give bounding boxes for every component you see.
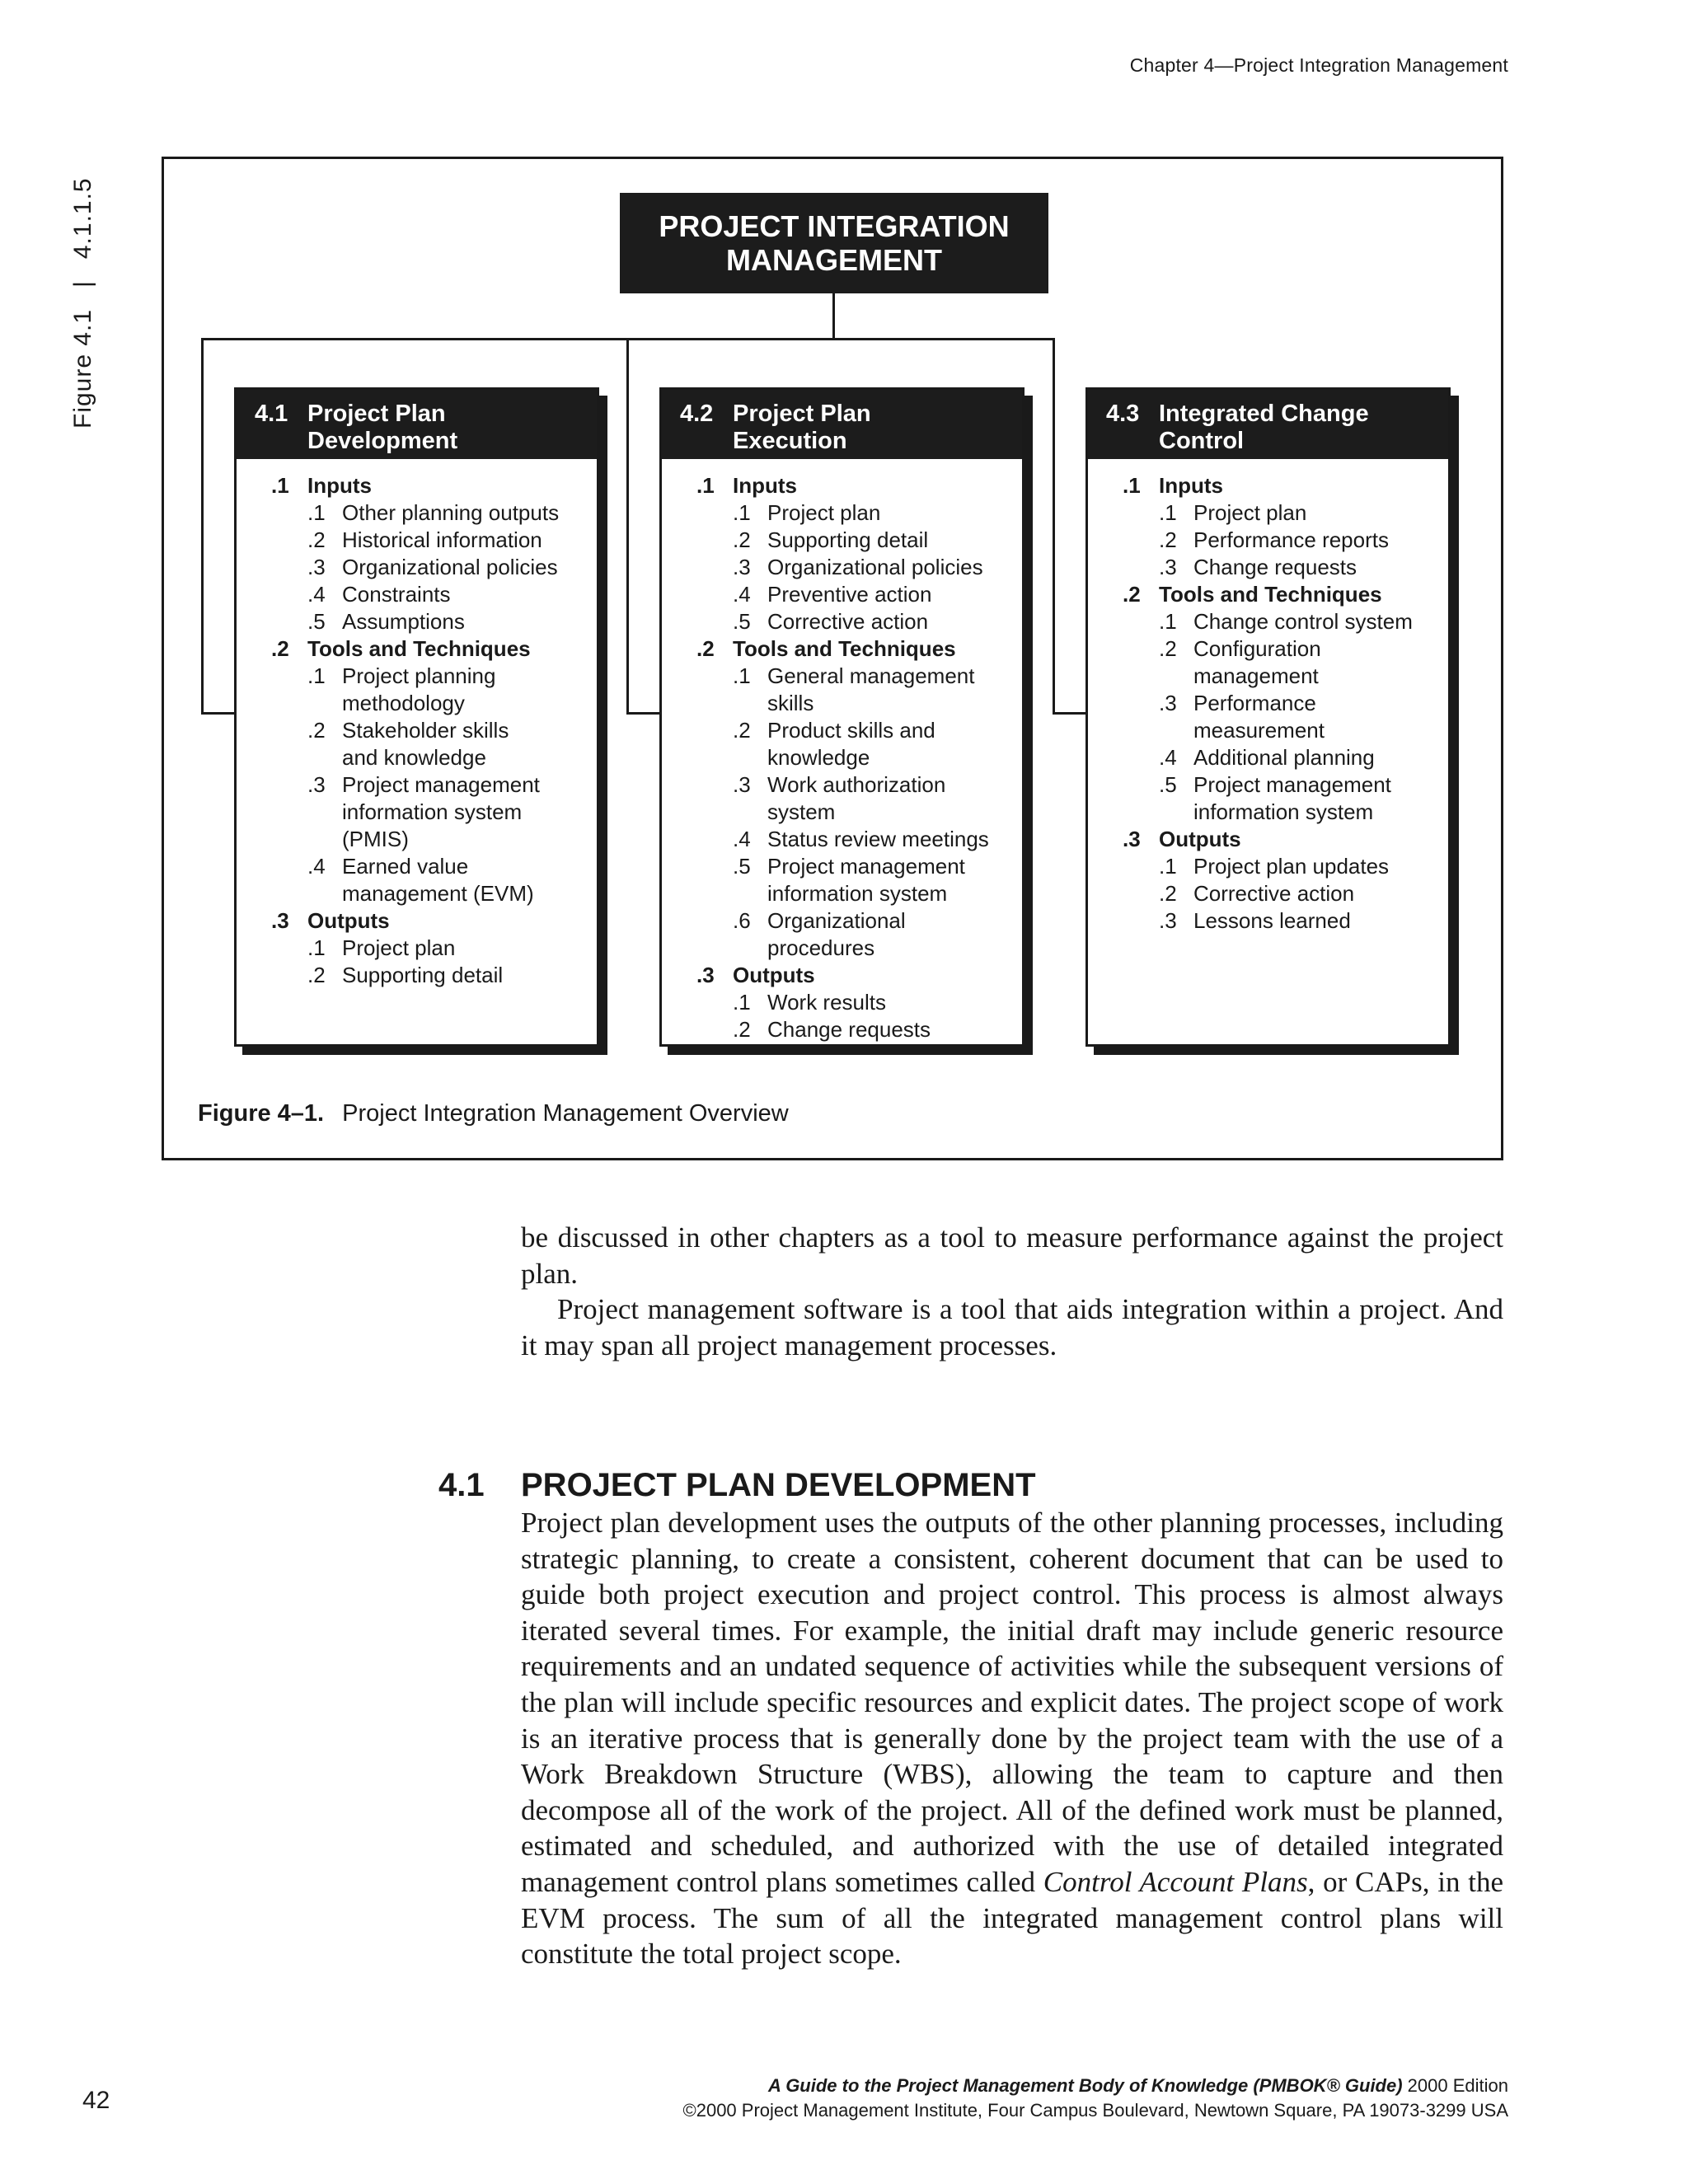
process-title-line1: Project Plan — [733, 401, 871, 427]
item-text-line: Product skills and — [767, 718, 935, 743]
process-section-heading — [237, 635, 597, 663]
connector-foot-3 — [1053, 712, 1087, 715]
process-box-4-3 — [1085, 387, 1451, 1047]
item-text-line: Organizational policies — [767, 555, 983, 579]
paragraph-3 — [521, 1505, 1503, 1972]
item-num: .4 — [1159, 745, 1177, 770]
process-box-4-2 — [659, 387, 1025, 1047]
process-section-heading — [662, 472, 1022, 499]
item-num: .4 — [733, 582, 751, 607]
process-header — [662, 390, 1022, 459]
process-list-item — [662, 554, 1022, 581]
item-text-line: information system — [1193, 799, 1374, 824]
footer-copyright: ©2000 Project Management Institute, Four Campus Boulevard, Newtown Square, PA 19073-3299 USA — [682, 2100, 1508, 2121]
item-num: .3 — [1159, 691, 1177, 715]
item-num: .5 — [733, 609, 751, 634]
item-num: .1 — [307, 935, 326, 960]
item-num: .2 — [307, 718, 326, 743]
section-num: .1 — [696, 473, 715, 498]
item-num: .6 — [733, 908, 751, 933]
item-text-line: Corrective action — [1193, 881, 1355, 906]
item-text-line: system — [767, 799, 836, 824]
item-text-line: Organizational — [767, 908, 906, 933]
process-list-item — [237, 962, 597, 989]
item-text-line: Project plan updates — [1193, 854, 1390, 879]
process-list-item — [662, 907, 1022, 962]
item-num: .5 — [733, 854, 751, 879]
item-text-line: management (EVM) — [342, 881, 534, 906]
connector-foot-2 — [626, 712, 661, 715]
section-label: Outputs — [307, 908, 390, 933]
item-text-line: Configuration — [1193, 636, 1321, 661]
process-title-line2: Control — [1159, 428, 1245, 454]
item-text-line: Project plan — [1193, 500, 1307, 525]
connector-drop-3 — [1053, 338, 1055, 714]
item-text-line: procedures — [767, 935, 875, 960]
item-num: .3 — [1159, 555, 1177, 579]
section-num: .1 — [1123, 473, 1141, 498]
process-number: 4.1 — [255, 401, 288, 427]
process-body — [1088, 459, 1448, 935]
section-heading — [438, 1467, 1036, 1504]
process-list-item — [1088, 608, 1448, 635]
item-text-line: Corrective action — [767, 609, 929, 634]
process-section-heading — [662, 635, 1022, 663]
item-text-line: Project management — [342, 772, 540, 797]
item-text-line: General management — [767, 663, 975, 688]
item-num: .1 — [733, 500, 751, 525]
item-text-line: Work authorization — [767, 772, 946, 797]
process-list-item — [662, 581, 1022, 608]
item-text-line: Project management — [767, 854, 965, 879]
item-num: .2 — [733, 1017, 751, 1042]
section-num: .3 — [1123, 827, 1141, 851]
process-header — [237, 390, 597, 459]
section-title: PROJECT PLAN DEVELOPMENT — [521, 1467, 1036, 1503]
item-num: .1 — [307, 500, 326, 525]
figure-caption-label: Figure 4–1. — [198, 1100, 325, 1127]
item-text-line: information system — [767, 881, 948, 906]
item-text-line: Change control system — [1193, 609, 1413, 634]
section-body — [521, 1505, 1503, 1972]
process-list-item — [237, 554, 597, 581]
item-text-line: Project plan — [767, 500, 881, 525]
process-list-item — [662, 499, 1022, 527]
process-list-item — [662, 771, 1022, 826]
page-number: 42 — [82, 2087, 110, 2114]
section-num: .1 — [271, 473, 289, 498]
diagram-title-line2: MANAGEMENT — [726, 243, 942, 277]
paragraph-2: Project management software is a tool that aids integration within a project. And it may span all project management processes. — [521, 1293, 1503, 1361]
section-num: .2 — [271, 636, 289, 661]
item-num: .1 — [733, 663, 751, 688]
process-section-heading — [237, 907, 597, 935]
process-list-item — [1088, 853, 1448, 880]
process-header — [1088, 390, 1448, 459]
paragraph-1: be discussed in other chapters as a tool to measure performance against the project plan. — [521, 1221, 1503, 1290]
item-num: .1 — [1159, 500, 1177, 525]
footer-edition: 2000 Edition — [1402, 2075, 1508, 2096]
item-num: .1 — [1159, 609, 1177, 634]
section-num: .2 — [1123, 582, 1141, 607]
process-title-line2: Execution — [733, 428, 847, 454]
process-section-heading — [237, 472, 597, 499]
process-body — [237, 459, 597, 989]
item-text-line: Project plan — [342, 935, 456, 960]
footer-credit — [683, 2074, 1508, 2123]
item-text-line: Stakeholder skills — [342, 718, 509, 743]
process-list-item — [237, 499, 597, 527]
side-tab-section: 4.1.1.5 — [69, 177, 96, 260]
item-num: .2 — [733, 718, 751, 743]
item-text-line: methodology — [342, 691, 465, 715]
process-list-item — [1088, 771, 1448, 826]
process-list-item — [662, 717, 1022, 771]
process-title — [307, 401, 588, 455]
diagram-title-box — [620, 193, 1048, 293]
process-list-item — [662, 826, 1022, 853]
process-list-item — [1088, 907, 1448, 935]
diagram-title-line1: PROJECT INTEGRATION — [659, 209, 1010, 243]
section-label: Tools and Techniques — [307, 636, 531, 661]
process-list-item — [237, 853, 597, 907]
item-text-line: and knowledge — [342, 745, 486, 770]
item-text-line: Work results — [767, 990, 886, 1015]
section-label: Tools and Techniques — [733, 636, 956, 661]
process-section-heading — [662, 962, 1022, 989]
section-label: Inputs — [307, 473, 372, 498]
process-list-item — [1088, 499, 1448, 527]
item-num: .2 — [733, 527, 751, 552]
item-num: .4 — [307, 854, 326, 879]
process-list-item — [662, 853, 1022, 907]
process-section-heading — [1088, 581, 1448, 608]
item-num: .1 — [733, 990, 751, 1015]
item-text-line: Supporting detail — [342, 963, 504, 987]
item-text-line: Additional planning — [1193, 745, 1375, 770]
item-num: .1 — [307, 663, 326, 688]
item-text-line: Supporting detail — [767, 527, 929, 552]
process-list-item — [1088, 527, 1448, 554]
item-text-line: Earned value — [342, 854, 469, 879]
process-list-item — [237, 717, 597, 771]
process-list-item — [1088, 690, 1448, 744]
item-num: .3 — [733, 772, 751, 797]
process-list-item — [237, 663, 597, 717]
item-text-line: Lessons learned — [1193, 908, 1351, 933]
section-label: Inputs — [733, 473, 797, 498]
item-text-line: information system — [342, 799, 523, 824]
process-list-item — [662, 608, 1022, 635]
item-text-line: management — [1193, 663, 1319, 688]
item-text-line: measurement — [1193, 718, 1325, 743]
process-title-line1: Integrated Change — [1159, 401, 1369, 427]
figure-caption — [198, 1100, 789, 1127]
section-num: .3 — [696, 963, 715, 987]
process-title-line2: Development — [307, 428, 458, 454]
connector-drop-2 — [626, 338, 629, 714]
process-list-item — [662, 1016, 1022, 1043]
item-num: .3 — [733, 555, 751, 579]
item-num: .3 — [307, 772, 326, 797]
item-num: .2 — [1159, 527, 1177, 552]
footer-guide-line — [683, 2074, 1508, 2098]
item-num: .2 — [1159, 636, 1177, 661]
paragraph-3-italic: Control Account Plans — [1043, 1865, 1308, 1898]
process-list-item — [662, 663, 1022, 717]
process-number: 4.2 — [680, 401, 714, 427]
item-text-line: Assumptions — [342, 609, 465, 634]
item-num: .4 — [733, 827, 751, 851]
process-title — [733, 401, 1013, 455]
item-num: .5 — [307, 609, 326, 634]
running-head: Chapter 4—Project Integration Management — [1129, 54, 1508, 76]
item-text-line: (PMIS) — [342, 827, 409, 851]
connector-stem — [832, 293, 835, 340]
item-num: .2 — [1159, 881, 1177, 906]
item-text-line: knowledge — [767, 745, 870, 770]
process-list-item — [237, 935, 597, 962]
item-num: .2 — [307, 963, 326, 987]
process-list-item — [237, 771, 597, 853]
process-list-item — [1088, 554, 1448, 581]
section-number: 4.1 — [438, 1467, 485, 1503]
section-label: Inputs — [1159, 473, 1223, 498]
footer-guide-title: A Guide to the Project Management Body of Knowledge (PMBOK® Guide) — [768, 2075, 1403, 2096]
process-list-item — [237, 527, 597, 554]
paragraph-3-part2: , or CAPs, in the EVM process. The sum of all the integrated management control plans will constitute the total project scope. — [521, 1865, 1503, 1971]
item-text-line: Historical information — [342, 527, 542, 552]
item-text-line: Project management — [1193, 772, 1391, 797]
process-list-item — [237, 581, 597, 608]
item-text-line: Other planning outputs — [342, 500, 560, 525]
item-num: .4 — [307, 582, 326, 607]
paragraph-3-part1: Project plan development uses the outputs of the other planning processes, including strategic planning, to create a consistent, coherent document that can be used to guide both project execution and project control. This process is almost always iterated several times. For example, the initial draft may include generic resource requirements and an undated sequence of activities while the subsequent versions of the plan will include specific resources and explicit dates. The project scope of work is an iterative process that is generally done by the project team with the use of a Work Breakdown Structure (WBS), allowing the team to capture and then decompose all of the work of the project. All of the defined work must be planned, estimated and scheduled, and authorized with the use of detailed integrated management control plans sometimes called — [521, 1507, 1503, 1898]
process-body — [662, 459, 1022, 1043]
process-number: 4.3 — [1106, 401, 1140, 427]
side-tab — [69, 177, 97, 429]
process-list-item — [1088, 880, 1448, 907]
side-tab-separator: | — [69, 280, 96, 288]
item-num: .2 — [307, 527, 326, 552]
process-list-item — [1088, 744, 1448, 771]
process-list-item — [662, 989, 1022, 1016]
item-text-line: Change requests — [1193, 555, 1357, 579]
item-text-line: Project planning — [342, 663, 496, 688]
item-text-line: Organizational policies — [342, 555, 558, 579]
item-num: .3 — [1159, 908, 1177, 933]
side-tab-figure: Figure 4.1 — [69, 308, 96, 429]
process-title-line1: Project Plan — [307, 401, 446, 427]
item-num: .3 — [307, 555, 326, 579]
process-list-item — [237, 608, 597, 635]
section-num: .3 — [271, 908, 289, 933]
process-section-heading — [1088, 472, 1448, 499]
figure-caption-text: Project Integration Management Overview — [342, 1100, 789, 1127]
item-text-line: Performance reports — [1193, 527, 1389, 552]
connector-foot-1 — [201, 712, 236, 715]
process-list-item — [1088, 635, 1448, 690]
item-num: .5 — [1159, 772, 1177, 797]
item-text-line: Performance — [1193, 691, 1316, 715]
intro-text — [521, 1220, 1503, 1363]
item-text-line: skills — [767, 691, 814, 715]
connector-drop-1 — [201, 338, 204, 714]
process-title — [1159, 401, 1439, 455]
process-list-item — [662, 527, 1022, 554]
item-text-line: Status review meetings — [767, 827, 989, 851]
section-label: Tools and Techniques — [1159, 582, 1382, 607]
process-box-4-1 — [234, 387, 599, 1047]
section-num: .2 — [696, 636, 715, 661]
process-section-heading — [1088, 826, 1448, 853]
item-text-line: Preventive action — [767, 582, 932, 607]
section-label: Outputs — [1159, 827, 1241, 851]
item-text-line: Constraints — [342, 582, 451, 607]
item-text-line: Change requests — [767, 1017, 931, 1042]
section-label: Outputs — [733, 963, 815, 987]
item-num: .1 — [1159, 854, 1177, 879]
